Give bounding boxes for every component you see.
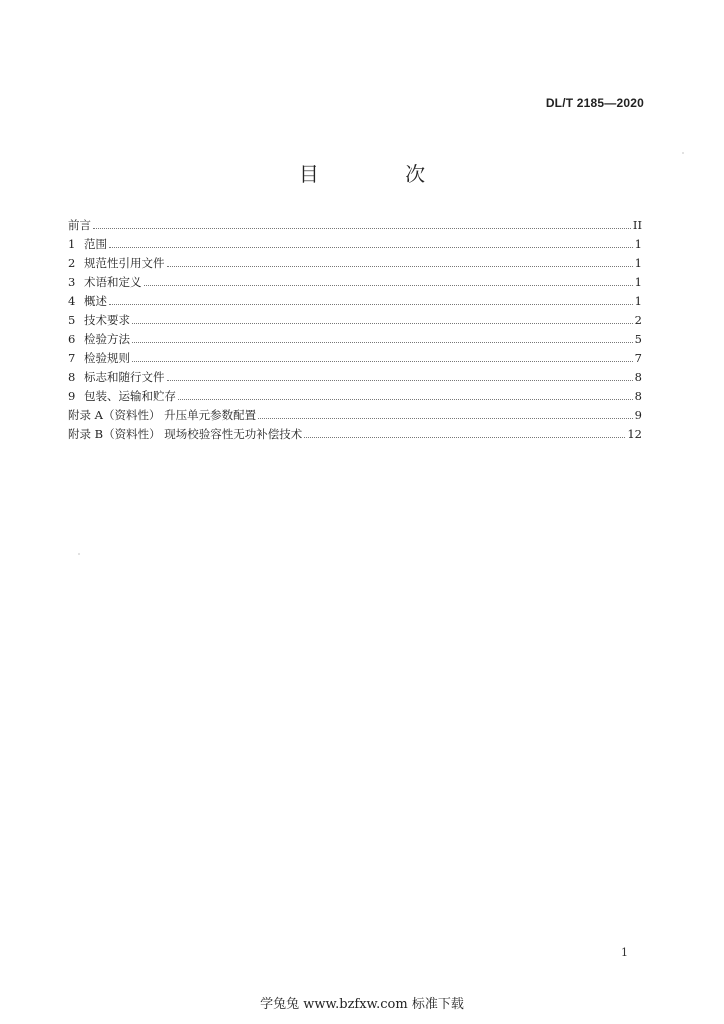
toc-entry-inspection-rules[interactable] (68, 349, 642, 368)
toc-entry-page: 8 (634, 370, 642, 384)
leader-dots (132, 342, 633, 343)
page-title: 目 次 (298, 162, 466, 186)
toc-entry-appendix-a[interactable] (68, 406, 642, 425)
leader-dots (144, 285, 633, 286)
toc-entry-packaging-transport-storage[interactable] (68, 387, 642, 406)
toc-entry-label: 检验方法 (84, 332, 130, 346)
toc-entry-number: 4 (68, 294, 76, 308)
toc-entry-foreword[interactable] (68, 216, 642, 235)
toc-entry-label: 包装、运输和贮存 (84, 389, 176, 403)
footer-watermark: 学兔兔 www.bzfxw.com 标准下载 (260, 997, 464, 1012)
toc-entry-label: 标志和随行文件 (84, 370, 165, 384)
toc-entry-label: 技术要求 (84, 313, 130, 327)
toc-entry-page: 2 (634, 313, 642, 327)
toc-entry-number: 1 (68, 237, 76, 251)
toc-entry-label: 前言 (68, 218, 91, 232)
table-of-contents (68, 216, 642, 444)
toc-entry-label: 附录 A（资料性） 升压单元参数配置 (68, 408, 257, 422)
leader-dots (109, 304, 633, 305)
toc-entry-label: 规范性引用文件 (84, 256, 165, 270)
toc-entry-page: 7 (634, 351, 642, 365)
leader-dots (132, 361, 633, 362)
toc-entry-marking-documents[interactable] (68, 368, 642, 387)
toc-entry-label: 术语和定义 (84, 275, 142, 289)
toc-entry-number: 6 (68, 332, 76, 346)
toc-entry-label: 范围 (84, 237, 107, 251)
scan-speck (78, 553, 80, 555)
toc-entry-normative-references[interactable] (68, 254, 642, 273)
toc-entry-number: 2 (68, 256, 76, 270)
toc-entry-page: 12 (627, 427, 642, 441)
toc-entry-test-methods[interactable] (68, 330, 642, 349)
toc-entry-overview[interactable] (68, 292, 642, 311)
toc-entry-scope[interactable] (68, 235, 642, 254)
toc-entry-appendix-b[interactable] (68, 425, 642, 444)
leader-dots (304, 437, 625, 438)
leader-dots (167, 266, 633, 267)
toc-entry-number: 9 (68, 389, 76, 403)
leader-dots (258, 418, 633, 419)
toc-entry-label: 附录 B（资料性） 现场校验容性无功补偿技术 (68, 427, 303, 441)
toc-entry-page: 1 (634, 256, 642, 270)
toc-entry-page: 1 (634, 294, 642, 308)
toc-entry-page: 5 (634, 332, 642, 346)
toc-entry-page: 1 (634, 275, 642, 289)
toc-entry-label: 检验规则 (84, 351, 130, 365)
scan-speck (682, 152, 684, 154)
toc-entry-page: 8 (634, 389, 642, 403)
toc-entry-number: 7 (68, 351, 76, 365)
toc-entry-number: 8 (68, 370, 76, 384)
page-number: 1 (621, 946, 628, 959)
toc-entry-page: II (632, 218, 642, 232)
leader-dots (93, 228, 631, 229)
leader-dots (167, 380, 633, 381)
document-code: DL/T 2185—2020 (545, 96, 644, 110)
toc-entry-page: 1 (634, 237, 642, 251)
toc-entry-number: 3 (68, 275, 76, 289)
leader-dots (109, 247, 633, 248)
leader-dots (132, 323, 633, 324)
toc-entry-number: 5 (68, 313, 76, 327)
toc-entry-label: 概述 (84, 294, 107, 308)
leader-dots (178, 399, 633, 400)
toc-entry-terms-definitions[interactable] (68, 273, 642, 292)
toc-entry-technical-requirements[interactable] (68, 311, 642, 330)
toc-entry-page: 9 (634, 408, 642, 422)
